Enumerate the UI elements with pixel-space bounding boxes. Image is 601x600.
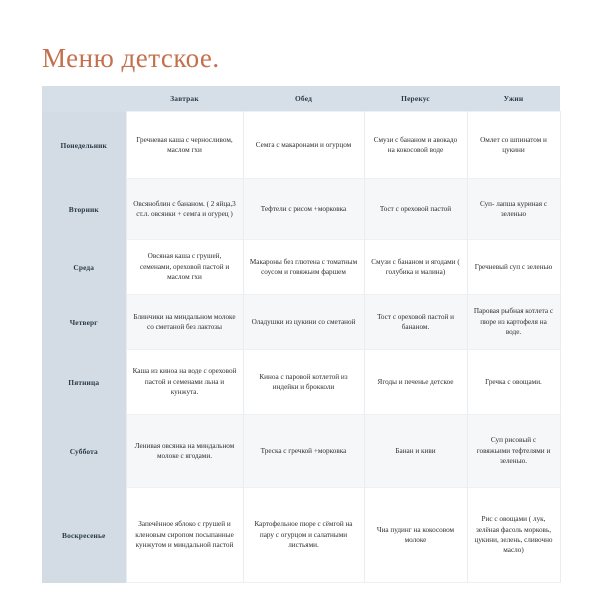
table-header [42, 86, 560, 112]
column-header-snack: Перекус [364, 86, 467, 112]
day-label-thursday: Четверг [42, 295, 126, 350]
meal-cell-friday-breakfast: Каша из киноа на воде с ореховой пастой и семенами льна и кунжута. [126, 350, 243, 415]
meal-cell-tuesday-dinner: Суп- лапша куриная с зеленью [467, 179, 560, 240]
meal-cell-monday-lunch: Семга с макаронами и огурцом [243, 112, 364, 179]
day-label-tuesday: Вторник [42, 179, 126, 240]
meal-cell-wednesday-dinner: Гречневый суп с зеленью [467, 240, 560, 295]
meal-cell-thursday-breakfast: Блинчики на миндальном молоке со сметаной без лактозы [126, 295, 243, 350]
meal-cell-monday-snack: Смузи с бананом и авокадо на кокосовой воде [364, 112, 467, 179]
table-row [42, 179, 560, 240]
meal-cell-thursday-snack: Тост с ореховой пастой и бананом. [364, 295, 467, 350]
meal-cell-monday-dinner: Омлет со шпинатом и цукини [467, 112, 560, 179]
table-corner-cell [42, 86, 126, 112]
meal-cell-saturday-snack: Банан и киви [364, 415, 467, 488]
meal-cell-tuesday-snack: Тост с ореховой пастой [364, 179, 467, 240]
meal-cell-friday-snack: Ягоды и печенье детское [364, 350, 467, 415]
weekly-menu-table-container [42, 86, 560, 583]
table-row [42, 350, 560, 415]
meal-cell-thursday-dinner: Паровая рыбная котлета с пюре из картофеля на воде. [467, 295, 560, 350]
meal-cell-wednesday-breakfast: Овсяная каша с грушей, семенами, ореховой пастой и маслом гхи [126, 240, 243, 295]
weekly-menu-table [42, 86, 561, 583]
meal-cell-wednesday-snack: Смузи с бананом и ягодами ( голубика и малина) [364, 240, 467, 295]
meal-cell-wednesday-lunch: Макароны без глютена с томатным соусом и говяжьим фаршем [243, 240, 364, 295]
meal-cell-sunday-snack: Чиа пудинг на кокосовом молоке [364, 488, 467, 583]
meal-cell-friday-lunch: Киноа с паровой котлетой из индейки и брокколи [243, 350, 364, 415]
column-header-breakfast: Завтрак [126, 86, 243, 112]
day-label-sunday: Воскресенье [42, 488, 126, 583]
meal-cell-sunday-dinner: Рис с овощами ( лук, зелёная фасоль морковь, цукини, зелень, сливочно масло) [467, 488, 560, 583]
meal-cell-friday-dinner: Гречка с овощами. [467, 350, 560, 415]
table-row [42, 415, 560, 488]
meal-cell-monday-breakfast: Гречневая каша с черносливом, маслом гхи [126, 112, 243, 179]
meal-cell-sunday-lunch: Картофельное пюре с сёмгой на пару с огурцом и салатными листьями. [243, 488, 364, 583]
table-row [42, 488, 560, 583]
day-label-friday: Пятница [42, 350, 126, 415]
meal-cell-thursday-lunch: Оладушки из цукини со сметаной [243, 295, 364, 350]
meal-cell-saturday-lunch: Треска с гречкой +морковка [243, 415, 364, 488]
meal-cell-tuesday-lunch: Тефтели с рисом +морковка [243, 179, 364, 240]
column-header-dinner: Ужин [467, 86, 560, 112]
meal-cell-sunday-breakfast: Запечённое яблоко с грушей и кленовым сиропом посыпанные кунжутом и миндальной пастой [126, 488, 243, 583]
column-header-lunch: Обед [243, 86, 364, 112]
day-label-saturday: Суббота [42, 415, 126, 488]
table-row [42, 112, 560, 179]
table-header-row [42, 86, 560, 112]
meal-cell-tuesday-breakfast: Овсяноблин с бананом. ( 2 яйца,3 ст.л. овсянки + семга и огурец ) [126, 179, 243, 240]
meal-cell-saturday-dinner: Суп рисовый с говяжьими тефтелями и зеленью. [467, 415, 560, 488]
table-body [42, 112, 560, 583]
table-row [42, 240, 560, 295]
table-row [42, 295, 560, 350]
day-label-wednesday: Среда [42, 240, 126, 295]
meal-cell-saturday-breakfast: Ленивая овсянка на миндальном молоке с ягодами. [126, 415, 243, 488]
page-title: Меню детское. [42, 43, 220, 73]
day-label-monday: Понедельник [42, 112, 126, 179]
